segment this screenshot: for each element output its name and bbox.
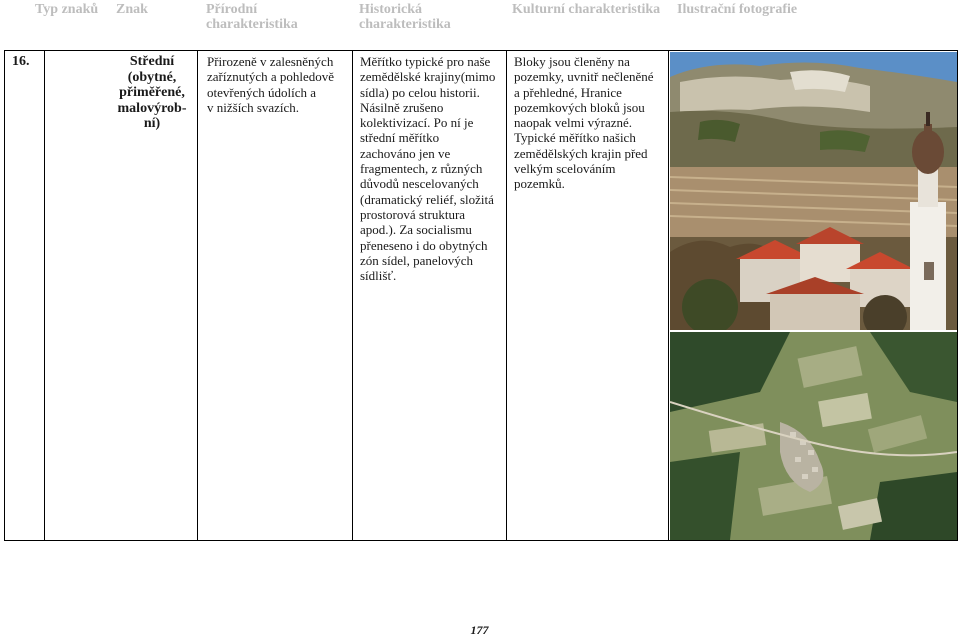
historicka-line: apod.). Za socialismu [360, 222, 472, 238]
znak-line: malovýrob- [117, 100, 187, 116]
header-historicka-line1: Historická [359, 2, 422, 17]
kulturni-line: Bloky jsou členěny na [514, 54, 630, 69]
kulturni-cell [514, 54, 664, 192]
historicka-line: Násilně zrušeno [360, 99, 444, 115]
historicka-line: (dramatický reliéf, složitá [360, 191, 494, 207]
grid-line-3 [352, 50, 353, 541]
header-typ-znaku: Typ znaků [35, 2, 99, 17]
prirodni-line: otevřených údolích a [207, 84, 317, 100]
historicka-line: zachováno jen ve [360, 145, 451, 161]
grid-line-2 [197, 50, 198, 541]
historicka-line: sídla) po celou historii. [360, 84, 480, 100]
grid-line-1 [44, 50, 45, 541]
znak-cell [108, 54, 196, 132]
historicka-line: zón sídel, panelových [360, 252, 473, 268]
header-znak: Znak [116, 2, 148, 17]
historicka-line: střední měřítko [360, 130, 440, 146]
historicka-line: kolektivizací. Po ní je [360, 115, 474, 131]
historicka-line: prostorová struktura [360, 206, 466, 222]
historicka-line: zemědělské krajiny(mimo [360, 69, 496, 85]
header-prirodni [206, 2, 298, 32]
landscape-photo [670, 52, 957, 330]
znak-line: ní) [143, 116, 161, 132]
header-historicka-line2: charakteristika [359, 17, 451, 32]
kulturni-line: pozemků. [514, 176, 565, 192]
header-historicka [359, 2, 451, 32]
kulturni-line: pozemky, uvnitř nečleněné [514, 69, 654, 85]
aerial-photo [670, 332, 957, 540]
header-kulturni: Kulturní charakteristika [512, 2, 661, 17]
historicka-cell [360, 54, 506, 283]
grid-line-0 [4, 50, 5, 541]
kulturni-line: zemědělských krajin před [514, 145, 648, 161]
znak-line: Střední [129, 54, 175, 69]
kulturni-line: Typické měřítko našich [514, 130, 636, 146]
historicka-line: přeneseno i do obytných [360, 237, 488, 253]
historicka-line: Měřítko typické pro naše [360, 54, 491, 69]
grid-line-4 [506, 50, 507, 541]
prirodni-line: Přirozeně v zalesněných [207, 54, 334, 69]
prirodni-line: zaříznutých a pohledově [207, 69, 335, 85]
kulturni-line: velkým scelováním [514, 161, 616, 177]
kulturni-line: naopak velmi výrazné. [514, 115, 633, 131]
page-number: 177 [470, 623, 489, 637]
kulturni-line: a přehledné, Hranice [514, 84, 622, 100]
grid-line-5 [668, 50, 669, 541]
znak-line: přiměřené, [119, 85, 185, 101]
grid-bottom-border [4, 540, 958, 541]
header-prirodni-line1: Přírodní [206, 2, 258, 17]
historicka-line: důvodů nescelovaných [360, 176, 479, 192]
table-header [0, 0, 959, 34]
row-number: 16. [12, 54, 30, 69]
grid-top-border [4, 50, 958, 51]
historicka-line: fragmentech, z různých [360, 161, 483, 177]
historicka-line: sídlišť. [360, 268, 397, 284]
kulturni-line: pozemkových bloků jsou [514, 99, 645, 115]
header-ilustracni: Ilustrační fotografie [677, 2, 798, 17]
grid-line-6 [957, 50, 958, 541]
header-prirodni-line2: charakteristika [206, 17, 298, 32]
prirodni-cell [207, 54, 349, 115]
prirodni-line: v nižších svazích. [207, 99, 300, 115]
znak-line: (obytné, [127, 69, 177, 85]
